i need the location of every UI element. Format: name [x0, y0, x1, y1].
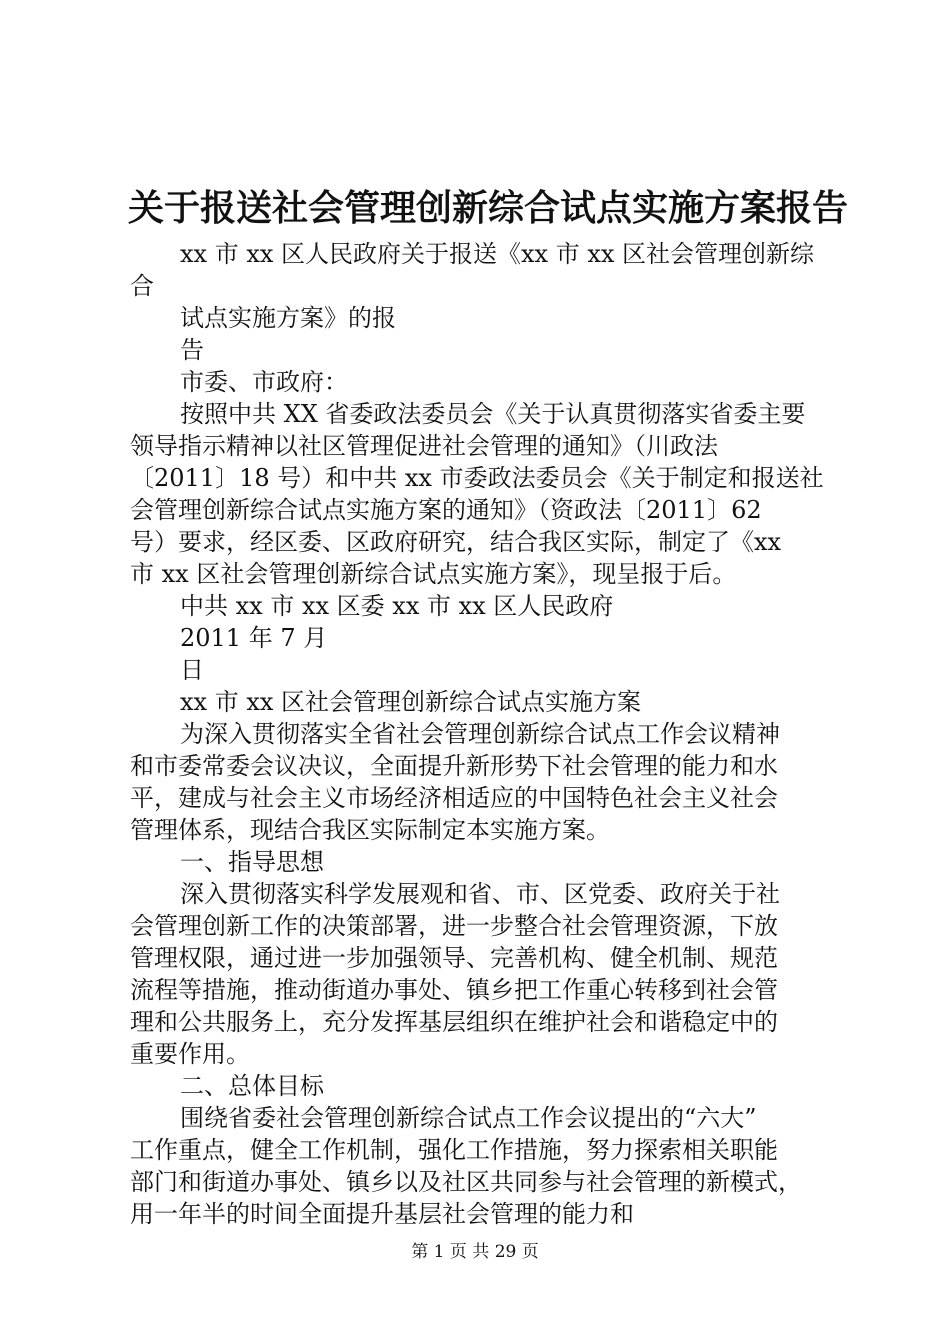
text-line: 号）要求，经区委、区政府研究，结合我区实际，制定了《xx — [130, 528, 782, 556]
text-line: 深入贯彻落实科学发展观和省、市、区党委、政府关于社 — [180, 880, 780, 908]
text-line: 用一年半的时间全面提升基层社会管理的能力和 — [130, 1200, 634, 1228]
text-line: 平，建成与社会主义市场经济相适应的中国特色社会主义社会 — [130, 784, 778, 812]
text-line: xx 市 xx 区人民政府关于报送《xx 市 xx 区社会管理创新综 — [180, 240, 815, 268]
text-line: 2011 年 7 月 — [180, 624, 328, 652]
text-line: 二、总体目标 — [180, 1072, 324, 1100]
text-line: 一、指导思想 — [180, 848, 324, 876]
text-line: 理和公共服务上，充分发挥基层组织在维护社会和谐稳定中的 — [130, 1008, 778, 1036]
text-line: 工作重点，健全工作机制，强化工作措施，努力探索相关职能 — [130, 1136, 778, 1164]
text-line: 领导指示精神以社区管理促进社会管理的通知》（川政法 — [130, 432, 718, 460]
text-line: 日 — [180, 656, 204, 684]
text-line: 为深入贯彻落实全省社会管理创新综合试点工作会议精神 — [180, 720, 780, 748]
text-line: xx 市 xx 区社会管理创新综合试点实施方案 — [180, 688, 642, 716]
text-line: 试点实施方案》的报 — [180, 304, 396, 332]
text-line: 部门和街道办事处、镇乡以及社区共同参与社会管理的新模式， — [130, 1168, 802, 1196]
text-line: 管理体系，现结合我区实际制定本实施方案。 — [130, 816, 610, 844]
text-line: 〔2011〕18 号）和中共 xx 市委政法委员会《关于制定和报送社 — [130, 464, 824, 492]
text-line: 重要作用。 — [130, 1040, 250, 1068]
text-line: 管理权限，通过进一步加强领导、完善机构、健全机制、规范 — [130, 944, 778, 972]
text-line: 市 xx 区社会管理创新综合试点实施方案》，现呈报于后。 — [130, 560, 737, 588]
text-line: 会管理创新综合试点实施方案的通知》（资政法〔2011〕62 — [130, 496, 762, 524]
text-line: 按照中共 XX 省委政法委员会《关于认真贯彻落实省委主要 — [180, 400, 806, 428]
text-line: 流程等措施，推动街道办事处、镇乡把工作重心转移到社会管 — [130, 976, 778, 1004]
text-line: 会管理创新工作的决策部署，进一步整合社会管理资源，下放 — [130, 912, 778, 940]
text-line: 告 — [180, 336, 204, 364]
text-line: 合 — [130, 272, 154, 300]
text-line: 围绕省委社会管理创新综合试点工作会议提出的“六大” — [180, 1104, 757, 1132]
document-body — [130, 238, 830, 1230]
text-line: 和市委常委会议决议，全面提升新形势下社会管理的能力和水 — [130, 752, 778, 780]
page-number-footer: 第 1 页 共 29 页 — [411, 1242, 539, 1262]
document-title: 关于报送社会管理创新综合试点实施方案报告 — [128, 188, 849, 229]
text-line: 市委、市政府： — [180, 368, 348, 396]
text-line: 中共 xx 市 xx 区委 xx 市 xx 区人民政府 — [180, 592, 614, 620]
